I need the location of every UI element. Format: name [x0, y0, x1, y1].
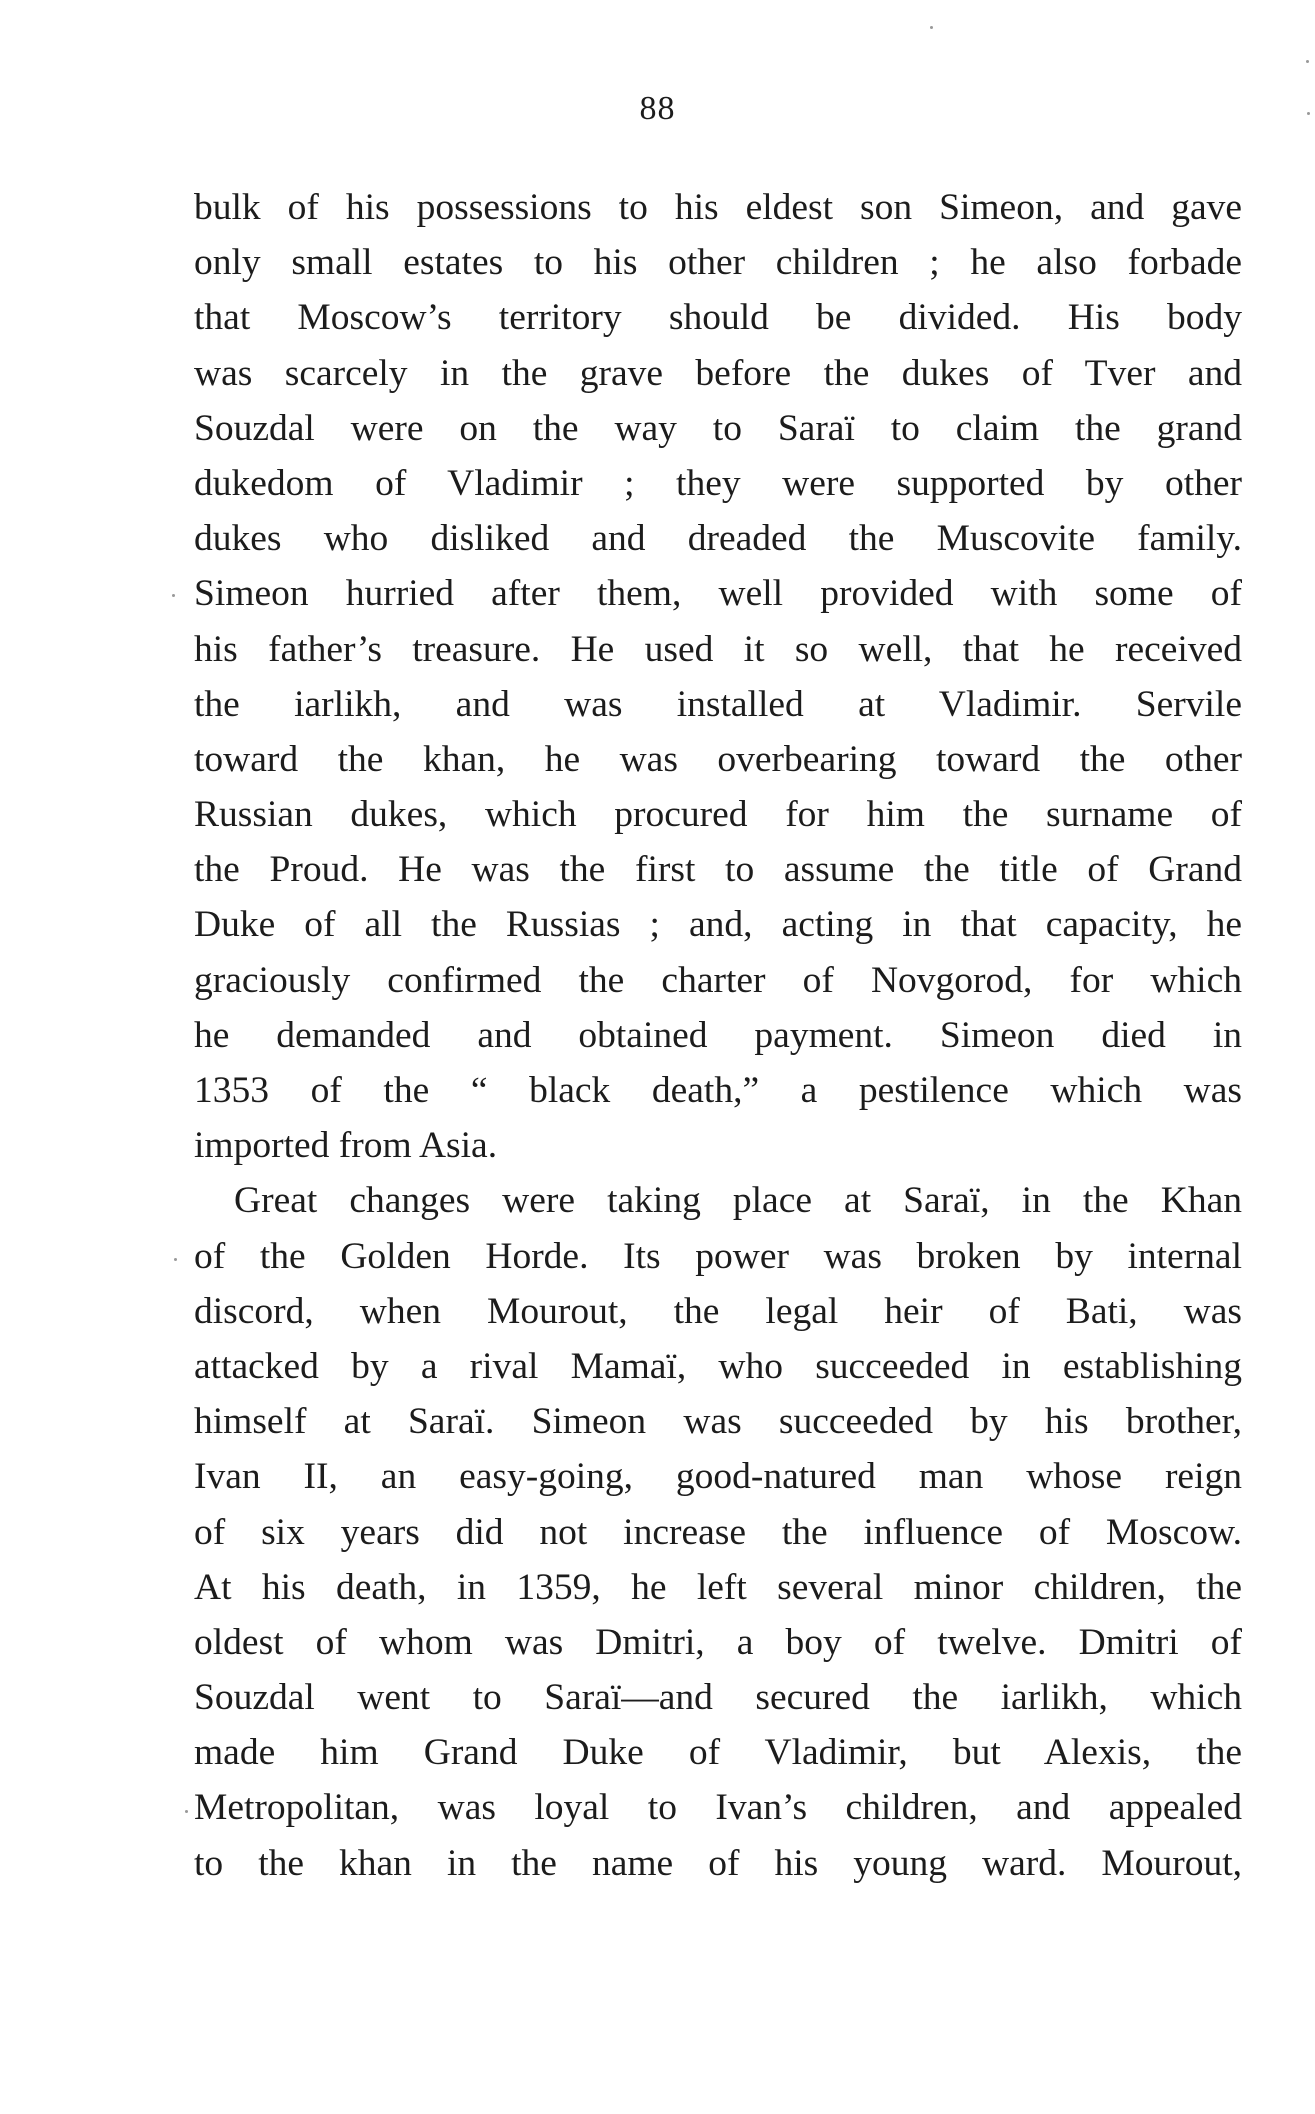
paragraph-2: [194, 1173, 1242, 1890]
text-line: Metropolitan, was loyal to Ivan’s children, and appealed: [194, 1787, 1242, 1829]
text-line: Duke of all the Russias ; and, acting in that capacity, he: [194, 904, 1242, 946]
text-line: Russian dukes, which procured for him the surname of: [194, 794, 1242, 836]
text-line: the Proud. He was the first to assume the title of Grand: [194, 849, 1242, 891]
text-line: only small estates to his other children ; he also forbade: [194, 242, 1242, 284]
text-line: of the Golden Horde. Its power was broken by internal: [194, 1235, 1242, 1277]
text-line: bulk of his possessions to his eldest son Simeon, and gave: [194, 187, 1242, 228]
body-text: [194, 180, 1242, 1891]
paragraph-1: [194, 180, 1242, 1173]
scan-speck: [172, 594, 175, 597]
text-line: graciously confirmed the charter of Novgorod, for which: [194, 959, 1242, 1001]
text-line: of six years did not increase the influence of Moscow.: [194, 1511, 1242, 1553]
text-line: was scarcely in the grave before the dukes of Tver and: [194, 352, 1242, 394]
page-number: 88: [639, 90, 676, 127]
scan-speck: [185, 1810, 188, 1813]
text-line: his father’s treasure. He used it so well, that he received: [194, 628, 1242, 670]
text-line: Great changes were taking place at Saraï, in the Khan: [234, 1180, 1242, 1222]
text-line: discord, when Mourout, the legal heir of Bati, was: [194, 1290, 1242, 1332]
text-line: Simeon hurried after them, well provided with some of: [194, 573, 1242, 615]
text-line: that Moscow’s territory should be divided. His body: [194, 297, 1242, 339]
text-line: the iarlikh, and was installed at Vladimir. Servile: [194, 683, 1242, 725]
text-line: Ivan II, an easy-going, good-natured man whose reign: [194, 1456, 1242, 1498]
text-line: Souzdal were on the way to Saraï to claim the grand: [194, 407, 1242, 449]
text-line: dukedom of Vladimir ; they were supported by other: [194, 462, 1242, 504]
scan-speck: [1306, 60, 1309, 63]
text-line: attacked by a rival Mamaï, who succeeded in establishing: [194, 1345, 1242, 1387]
text-line: imported from Asia.: [194, 1125, 498, 1167]
text-line: oldest of whom was Dmitri, a boy of twelve. Dmitri of: [194, 1621, 1242, 1663]
text-line: made him Grand Duke of Vladimir, but Alexis, the: [194, 1732, 1242, 1774]
text-line: dukes who disliked and dreaded the Muscovite family.: [194, 518, 1242, 560]
text-line: At his death, in 1359, he left several minor children, the: [194, 1566, 1242, 1608]
scan-speck: [930, 26, 933, 29]
text-line: he demanded and obtained payment. Simeon died in: [194, 1014, 1242, 1056]
scan-speck: [1307, 112, 1310, 115]
text-line: Souzdal went to Saraï—and secured the iarlikh, which: [194, 1677, 1242, 1719]
text-line: 1353 of the “ black death,” a pestilence which was: [194, 1070, 1242, 1111]
scan-speck: [174, 1258, 177, 1261]
text-line: toward the khan, he was overbearing toward the other: [194, 738, 1242, 780]
text-line: himself at Saraï. Simeon was succeeded by his brother,: [194, 1401, 1242, 1443]
text-line: to the khan in the name of his young ward. Mourout,: [194, 1842, 1242, 1884]
